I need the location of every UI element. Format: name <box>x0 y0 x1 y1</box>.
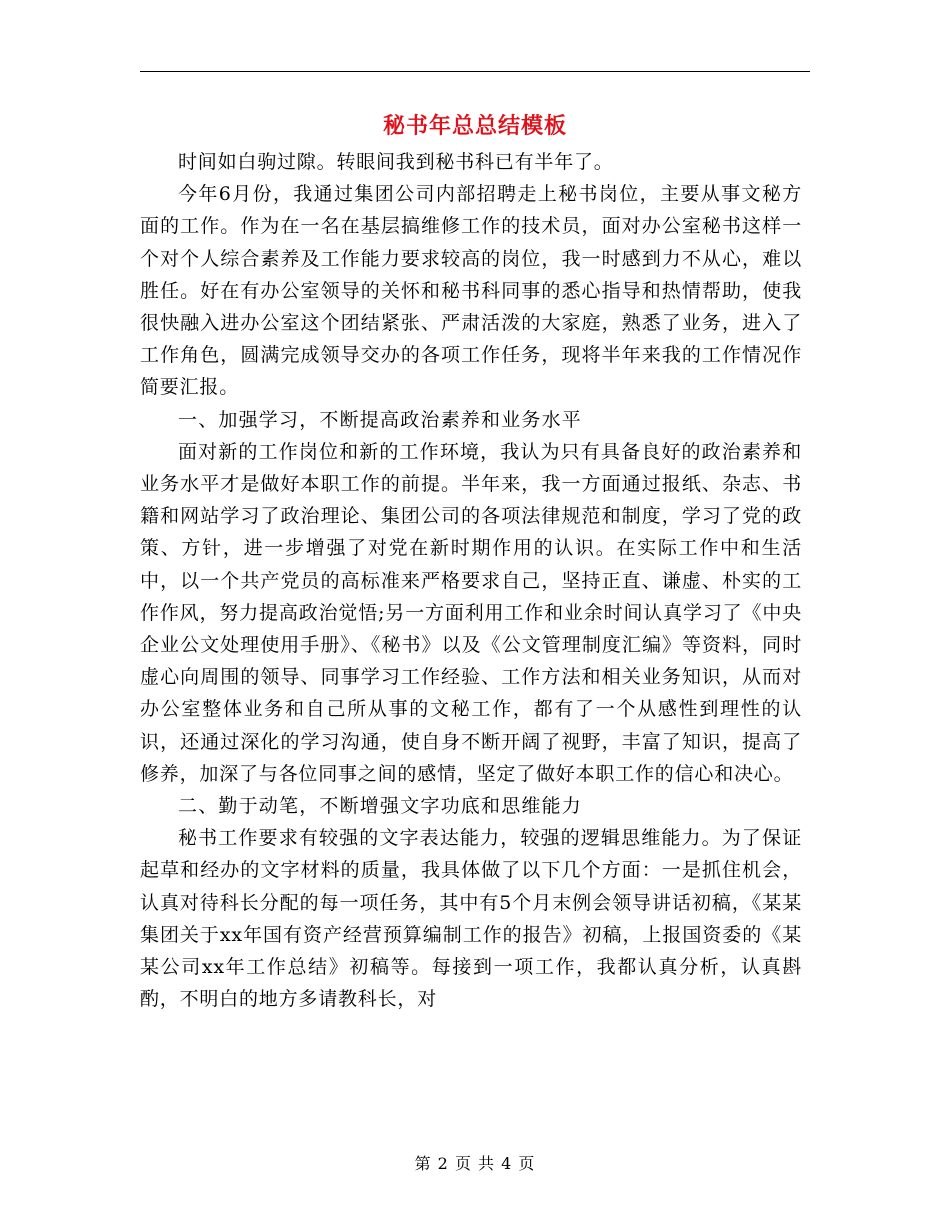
section-heading-1: 一、加强学习，不断提高政治素养和业务水平 <box>178 408 583 431</box>
paragraph-section-2: 秘书工作要求有较强的文字表达能力，较强的逻辑思维能力。为了保证起草和经办的文字材料的质量，我具体做了以下几个方面：一是抓住机会，认真对待科长分配的每一项任务，其中有5个月末例会领导讲话初稿，《某某集团关于xx年国有资产经营预算编制工作的报告》初稿，上报国资委的《某某公司xx年工作总结》初稿等。每接到一项工作，我都认真分析，认真斟酌，不明白的地方多请教科长，对 <box>140 827 802 1011</box>
paragraph-section-1: 面对新的工作岗位和新的工作环境，我认为只有具备良好的政治素养和业务水平才是做好本职工作的前提。半年来，我一方面通过报纸、杂志、书籍和网站学习了政治理论、集团公司的各项法律规范和制度，学习了党的政策、方针，进一步增强了对党在新时期作用的认识。在实际工作中和生活中，以一个共产党员的高标准来严格要求自己，坚持正直、谦虚、朴实的工作作风，努力提高政治觉悟;另一方面利用工作和业余时间认真学习了《中央企业公文处理使用手册》、《秘书》以及《公文管理制度汇编》等资料，同时虚心向周围的领导、同事学习工作经验、工作方法和相关业务知识，从而对办公室整体业务和自己所从事的文秘工作，都有了一个从感性到理性的认识，还通过深化的学习沟通，使自身不断开阔了视野，丰富了知识，提高了修养，加深了与各位同事之间的感情，坚定了做好本职工作的信心和决心。 <box>140 440 802 785</box>
page-number: 第 2 页 共 4 页 <box>414 1154 536 1173</box>
section-heading-2: 二、勤于动笔，不断增强文字功底和思维能力 <box>178 795 583 818</box>
document-body <box>140 146 802 1015</box>
paragraph-intro: 时间如白驹过隙。转眼间我到秘书科已有半年了。 <box>178 151 614 173</box>
header-rule <box>140 71 810 72</box>
paragraph-background: 今年6月份，我通过集团公司内部招聘走上秘书岗位，主要从事文秘方面的工作。作为在一名在基层搞维修工作的技术员，面对办公室秘书这样一个对个人综合素养及工作能力要求较高的岗位，我一时感到力不从心，难以胜任。好在有办公室领导的关怀和秘书科同事的悉心指导和热情帮助，使我很快融入进办公室这个团结紧张、严肃活泼的大家庭，熟悉了业务，进入了工作角色，圆满完成领导交办的各项工作任务，现将半年来我的工作情况作简要汇报。 <box>140 183 802 399</box>
document-title: 秘书年总总结模板 <box>382 113 567 139</box>
